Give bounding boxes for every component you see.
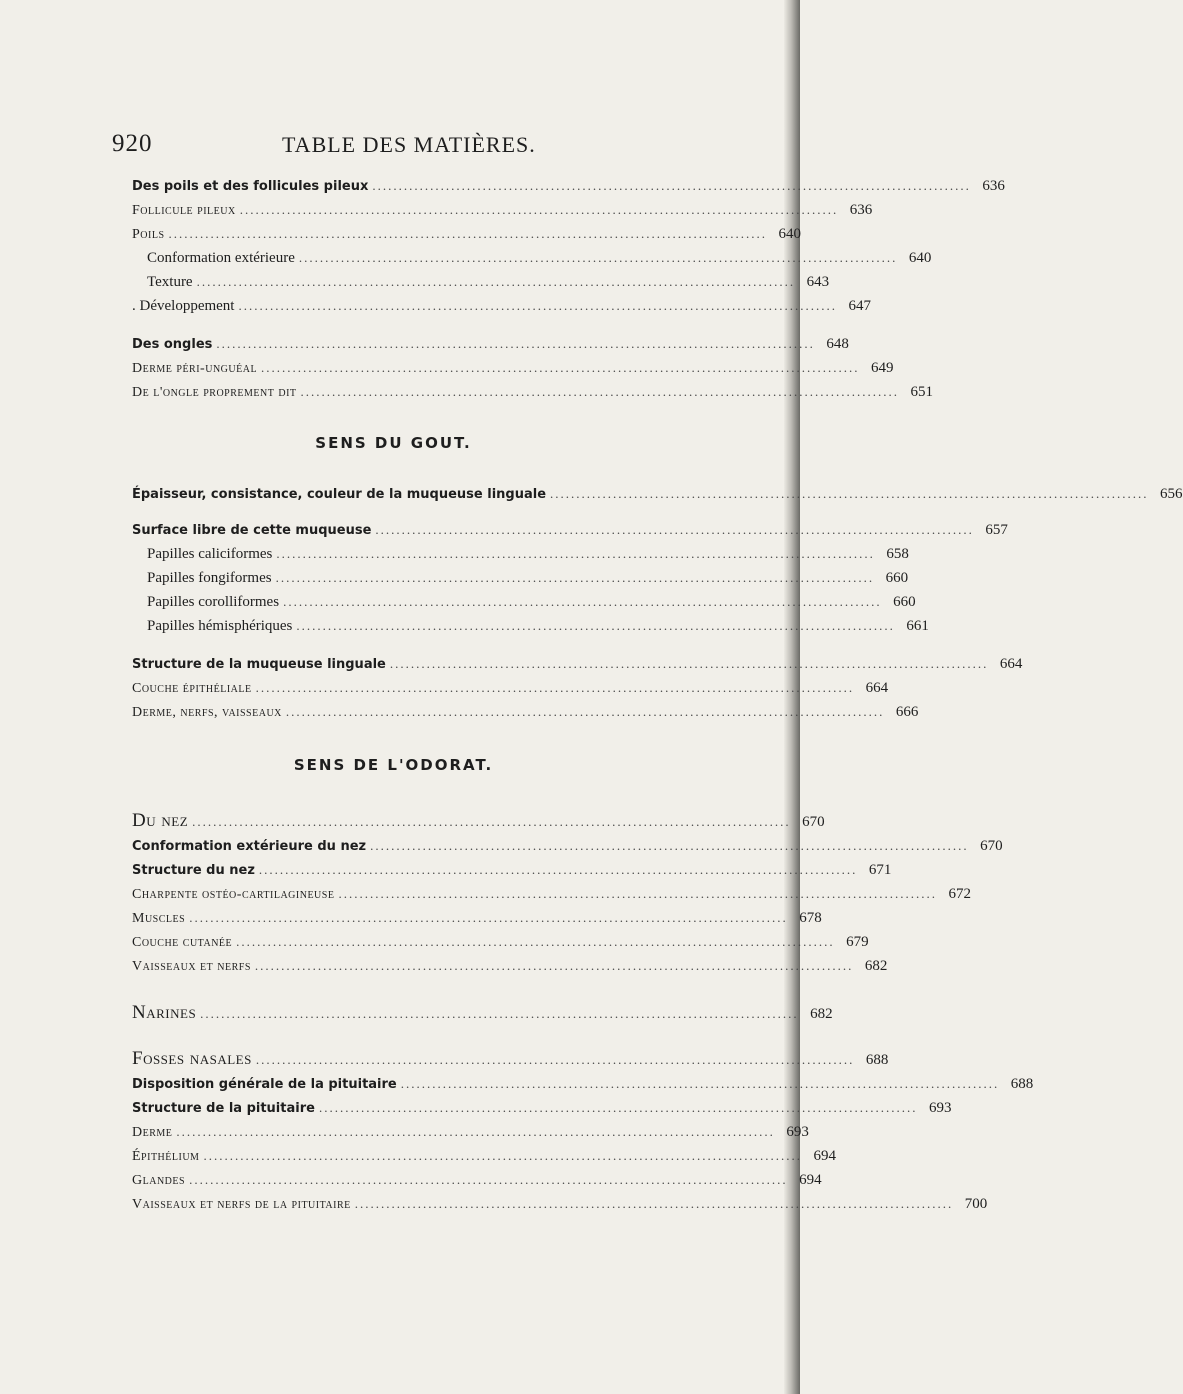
- toc-label: . Développement: [132, 298, 235, 314]
- toc-page: 660: [893, 594, 916, 610]
- toc-page: 664: [865, 680, 889, 696]
- running-title: TABLE DES MATIÈRES.: [282, 132, 536, 157]
- toc-label: Épaisseur, consistance, couleur de la muqueuse linguale: [132, 487, 547, 502]
- toc-label: Conformation extérieure du nez: [132, 839, 367, 854]
- toc-entry: Couche épithéliale .................................................................................................................. 664: [132, 680, 889, 696]
- toc-page: 682: [810, 1006, 833, 1022]
- toc-entry: Fosses nasales .................................................................................................................. 688: [132, 1048, 889, 1069]
- toc-page: 640: [778, 226, 802, 242]
- toc-label: Charpente ostéo-cartilagineuse: [132, 887, 335, 902]
- toc-label: Des ongles: [132, 337, 213, 352]
- toc-label: Conformation extérieure: [147, 250, 295, 266]
- toc-label: Muscles: [132, 911, 186, 926]
- toc-page: 647: [848, 298, 871, 314]
- toc-entry: Texture .................................................................................................................. 643: [147, 274, 830, 290]
- toc-label: Papilles hémisphériques: [147, 618, 293, 634]
- toc-label: De l'ongle proprement dit: [132, 385, 297, 400]
- toc-entry: Muscles .................................................................................................................. 678: [132, 910, 822, 926]
- toc-entry: Glandes .................................................................................................................. 694: [132, 1172, 822, 1188]
- toc-page: 671: [868, 862, 892, 878]
- toc-label: Structure du nez: [132, 863, 255, 878]
- toc-page: 700: [964, 1196, 988, 1212]
- toc-label: Follicule pileux: [132, 203, 236, 218]
- toc-label: Surface libre de cette muqueuse: [132, 523, 372, 538]
- toc-entry: Vaisseaux et nerfs de la pituitaire .................................................................................................................. 700: [132, 1196, 988, 1212]
- toc-label: Papilles caliciformes: [147, 546, 273, 562]
- toc-entry: Derme, nerfs, vaisseaux .................................................................................................................. 666: [132, 704, 919, 720]
- toc-entry: Du nez .................................................................................................................. 670: [132, 810, 825, 831]
- toc-entry: . Développement .................................................................................................................. 647: [132, 298, 871, 314]
- toc-label: Structure de la muqueuse linguale: [132, 657, 386, 672]
- toc-label: Poils: [132, 227, 165, 242]
- toc-entry: Vaisseaux et nerfs .................................................................................................................. 682: [132, 958, 888, 974]
- toc-page: 656: [1160, 486, 1183, 502]
- toc-label: Glandes: [132, 1173, 186, 1188]
- section-heading-gout: SENS DU GOUT.: [315, 434, 472, 452]
- toc-entry: Follicule pileux .................................................................................................................. 636: [132, 202, 873, 218]
- toc-entry: Papilles corolliformes .................................................................................................................. 660: [147, 594, 916, 610]
- toc-page: 661: [906, 618, 929, 634]
- toc-label: Derme péri-unguéal: [132, 361, 258, 376]
- section-heading-odorat: SENS DE L'ODORAT.: [293, 756, 494, 774]
- toc-label: Texture: [147, 274, 193, 290]
- toc-label: Vaisseaux et nerfs: [132, 959, 251, 974]
- toc-label: Du nez: [132, 810, 189, 831]
- toc-label: Papilles fongiformes: [147, 570, 272, 586]
- toc-entry: Papilles hémisphériques .................................................................................................................. 661: [147, 618, 929, 634]
- toc-page: 643: [806, 274, 830, 290]
- toc-entry: De l'ongle proprement dit .................................................................................................................. 651: [132, 384, 934, 400]
- toc-page: 658: [886, 546, 909, 562]
- toc-page: 670: [802, 814, 825, 830]
- toc-page: 636: [982, 178, 1005, 194]
- toc-entry: Structure du nez .................................................................................................................. 671: [132, 862, 892, 878]
- toc-entry: Des ongles .................................................................................................................. 648: [132, 336, 849, 352]
- toc-page: 694: [813, 1148, 836, 1164]
- toc-page: 672: [948, 886, 971, 902]
- toc-label: Derme, nerfs, vaisseaux: [132, 705, 282, 720]
- toc-page: 649: [871, 360, 894, 376]
- toc-entry: Papilles caliciformes .................................................................................................................. 658: [147, 546, 909, 562]
- toc-page: 688: [1010, 1076, 1034, 1092]
- toc-entry: Épithélium .................................................................................................................. 694: [132, 1148, 836, 1164]
- page-number: 920: [112, 130, 153, 157]
- toc-page: 678: [799, 910, 822, 926]
- toc-page: 666: [895, 704, 919, 720]
- toc-page: 682: [864, 958, 888, 974]
- toc-entry: Couche cutanée .................................................................................................................. 679: [132, 934, 869, 950]
- toc-entry: Narines .................................................................................................................. 682: [132, 1002, 833, 1023]
- toc-entry: Des poils et des follicules pileux .................................................................................................................. 636: [132, 178, 1005, 194]
- toc-page: 693: [786, 1124, 809, 1140]
- toc-entry: Poils .................................................................................................................. 640: [132, 226, 802, 242]
- toc-entry: Derme péri-unguéal .................................................................................................................. 649: [132, 360, 894, 376]
- toc-label: Couche cutanée: [132, 935, 233, 950]
- toc-page: 693: [928, 1100, 952, 1116]
- toc-page: 694: [799, 1172, 822, 1188]
- toc-page: 664: [999, 656, 1023, 672]
- toc-page: 657: [985, 522, 1008, 538]
- toc-label: Fosses nasales: [132, 1048, 252, 1069]
- toc-page: 660: [885, 570, 909, 586]
- toc-page: 679: [846, 934, 869, 950]
- toc-label: Narines: [132, 1002, 197, 1023]
- toc-entry: Disposition générale de la pituitaire .................................................................................................................. 688: [132, 1076, 1034, 1092]
- toc-label: Structure de la pituitaire: [132, 1101, 315, 1116]
- toc-page: 670: [980, 838, 1003, 854]
- toc-page: 648: [826, 336, 849, 352]
- toc-entry: Structure de la muqueuse linguale .................................................................................................................. 664: [132, 656, 1023, 672]
- toc-label: Couche épithéliale: [132, 681, 252, 696]
- running-head: [112, 130, 672, 164]
- toc-label: Des poils et des follicules pileux: [132, 179, 369, 194]
- toc-entry: Charpente ostéo-cartilagineuse .................................................................................................................. 672: [132, 886, 971, 902]
- toc-page: 636: [849, 202, 873, 218]
- toc-label: Derme: [132, 1125, 173, 1140]
- toc-label: Disposition générale de la pituitaire: [132, 1077, 397, 1092]
- toc-entry: Structure de la pituitaire .................................................................................................................. 693: [132, 1100, 952, 1116]
- toc-page: 651: [910, 384, 934, 400]
- toc-label: Épithélium: [132, 1149, 200, 1164]
- toc-entry: Papilles fongiformes .................................................................................................................. 660: [147, 570, 909, 586]
- toc-entry: Surface libre de cette muqueuse .................................................................................................................. 657: [132, 522, 1008, 538]
- toc-label: Vaisseaux et nerfs de la pituitaire: [132, 1197, 351, 1212]
- toc-entry: Conformation extérieure du nez .................................................................................................................. 670: [132, 838, 1003, 854]
- toc-entry: Derme .................................................................................................................. 693: [132, 1124, 809, 1140]
- toc-page: 688: [865, 1052, 889, 1068]
- toc-entry: Conformation extérieure .................................................................................................................. 640: [147, 250, 932, 266]
- toc-label: Papilles corolliformes: [147, 594, 280, 610]
- toc-page: 640: [908, 250, 932, 266]
- toc-entry: Épaisseur, consistance, couleur de la muqueuse linguale .................................................................................................................. 656: [132, 486, 1183, 502]
